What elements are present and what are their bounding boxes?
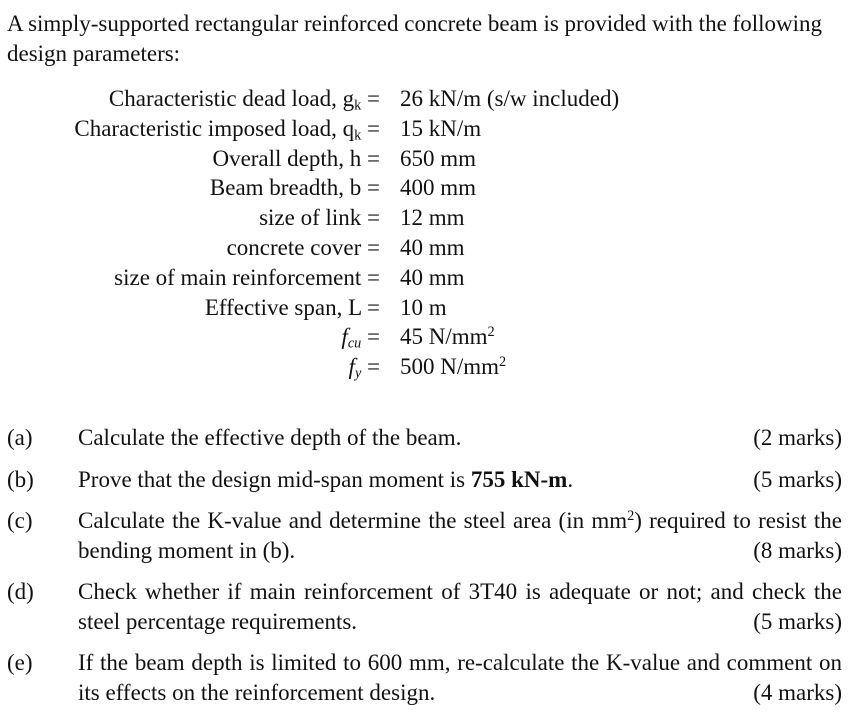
question-letter: (d) xyxy=(7,579,34,604)
param-row-overall-depth xyxy=(0,144,859,174)
question-letter: (b) xyxy=(7,466,34,492)
param-row-imposed-load: Characteristic imposed load, $q_k$ = 15 kN/m xyxy=(74,115,482,144)
param-value: 400 mm xyxy=(400,175,477,201)
param-label: Beam breadth, b = xyxy=(209,175,380,201)
param-value: 500 N/mm xyxy=(400,354,500,380)
param-label: concrete cover = xyxy=(226,234,380,260)
question-marks: (4 marks) xyxy=(753,679,842,705)
question-letter: (c) xyxy=(7,508,33,533)
param-row-concrete-cover xyxy=(0,233,859,263)
question-marks: (5 marks) xyxy=(753,466,842,492)
param-row-effective-span xyxy=(0,293,859,323)
question-text: Check whether if main reinforcement of 3T40 is adequate or not; and check the steel percentage requirements. xyxy=(78,579,842,634)
question-list xyxy=(0,423,859,719)
question-text: If the beam depth is limited to 600 mm, re-calculate the K-value and comment on its effects on the reinforcement design. xyxy=(78,650,842,705)
param-label: size of link = xyxy=(259,205,380,231)
design-parameters xyxy=(0,84,859,382)
question-e xyxy=(0,648,859,707)
question-text: Prove that the design mid-span moment is xyxy=(78,466,471,492)
question-marks: (5 marks) xyxy=(753,608,842,634)
param-label: Overall depth, h = xyxy=(212,145,380,171)
param-row-fy: $f_y$ = 500 $N/mm^2$ xyxy=(348,354,507,382)
param-label: Characteristic dead load, g xyxy=(108,86,355,111)
question-d xyxy=(0,577,859,636)
question-letter: (e) xyxy=(7,650,33,675)
param-row-dead-load: Characteristic dead load, $g_k$ = 26 kN/m (s/w included) xyxy=(108,86,620,114)
param-row-beam-breadth xyxy=(0,173,859,203)
param-value: 10 m xyxy=(400,294,447,320)
param-label: size of main reinforcement = xyxy=(114,264,380,290)
question-marks: (2 marks) xyxy=(753,425,842,450)
moment-value: 755 kN-m xyxy=(470,466,568,492)
question-a xyxy=(0,423,859,453)
intro-paragraph: A simply-supported rectangular reinforced concrete beam is provided with the following design parameters: xyxy=(7,11,822,66)
param-value: 40 mm xyxy=(400,234,465,260)
param-row-fcu: $f_{cu}$ = 45 $N/mm^2$ xyxy=(341,324,495,352)
question-c: (c) Calculate the K-value and determine the steel area (in $mm^2$) required to resist the bending moment in (b). (8 marks) xyxy=(0,506,859,565)
param-value: 45 N/mm xyxy=(400,324,488,350)
param-value: 40 mm xyxy=(400,264,465,290)
param-symbol: f xyxy=(348,354,355,380)
question-marks: (8 marks) xyxy=(753,537,842,563)
param-value: 26 kN/m (s/w included) xyxy=(400,86,620,111)
question-text: Calculate the effective depth of the beam. xyxy=(78,425,462,450)
question-letter: (a) xyxy=(7,425,33,450)
param-symbol: f xyxy=(341,324,348,350)
question-b: (b) (5 marks) Prove that the design mid-span moment is 755 kN-m. xyxy=(0,465,859,495)
param-value: 15 kN/m xyxy=(400,115,482,141)
param-label: Characteristic imposed load, q xyxy=(74,115,355,141)
param-row-link-size xyxy=(0,203,859,233)
param-row-main-reinforcement xyxy=(0,263,859,293)
param-value: 650 mm xyxy=(400,145,477,171)
question-text: Calculate the K-value and determine the steel area (in mm xyxy=(78,508,628,533)
param-value: 12 mm xyxy=(400,205,465,231)
param-label: Effective span, L = xyxy=(204,294,380,320)
